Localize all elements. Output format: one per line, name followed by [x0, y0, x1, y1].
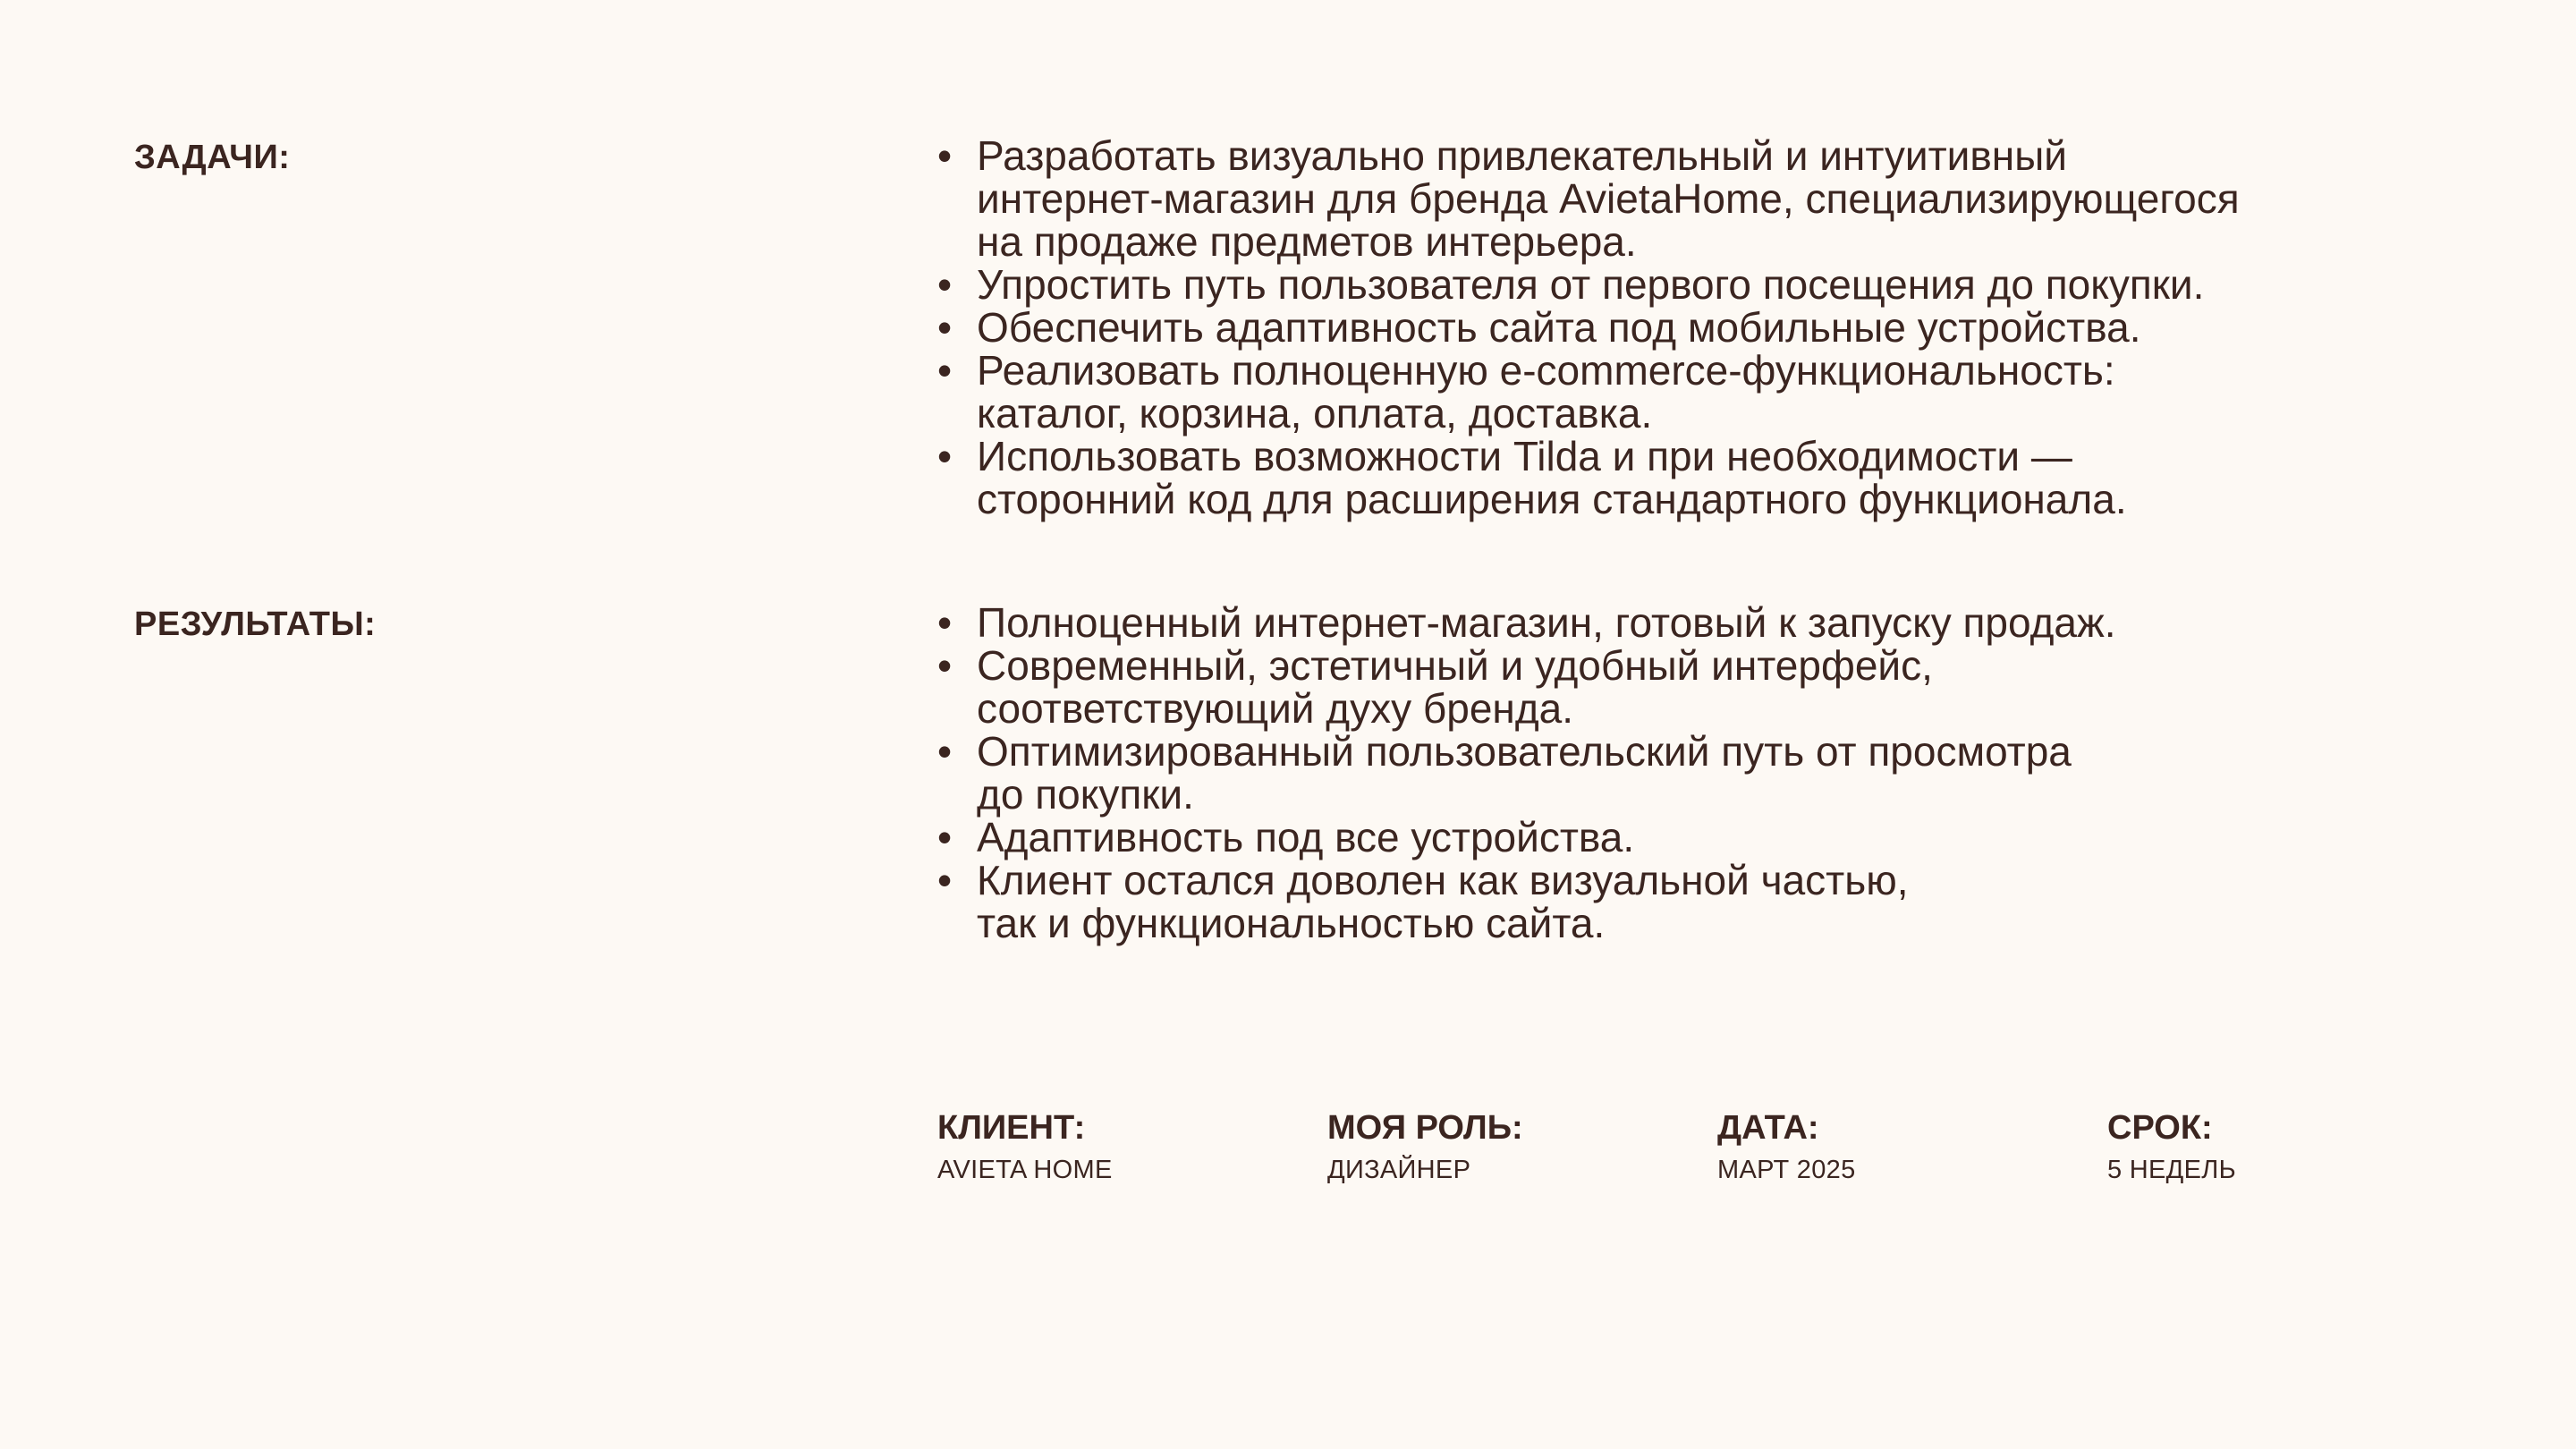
bullet-icon: •: [937, 433, 953, 479]
list-item-text: Оптимизированный пользовательский путь от просмотра: [977, 728, 2072, 775]
bullet-icon: •: [937, 304, 953, 351]
list-item: [937, 730, 2458, 816]
list-item-text: интернет-магазин для бренда AvietaHome, специализирующегося: [977, 175, 2240, 222]
list-item: [937, 263, 2458, 306]
list-item-text: до покупки.: [977, 771, 1194, 818]
date-value: МАРТ 2025: [1717, 1156, 1856, 1184]
list-item: [937, 435, 2458, 521]
list-item: [937, 859, 2458, 945]
meta-client: [937, 1107, 1113, 1186]
bullet-icon: •: [937, 132, 953, 179]
list-item: [937, 816, 2458, 859]
meta-role: [1327, 1107, 1523, 1186]
results-heading: РЕЗУЛЬТАТЫ:: [134, 606, 377, 643]
bullet-icon: •: [937, 642, 953, 689]
role-value: ДИЗАЙНЕР: [1327, 1156, 1471, 1184]
client-label: КЛИЕНТ:: [937, 1109, 1086, 1147]
meta-date: [1717, 1107, 1856, 1186]
list-item: [937, 349, 2458, 435]
list-item-text: Использовать возможности Tilda и при необходимости —: [977, 433, 2072, 479]
list-item-text: каталог, корзина, оплата, доставка.: [977, 390, 1653, 436]
list-item-text: Клиент остался доволен как визуальной частью,: [977, 857, 1909, 903]
tasks-heading: ЗАДАЧИ:: [134, 139, 291, 176]
list-item-text: соответствующий духу бренда.: [977, 685, 1574, 732]
results-list: [937, 601, 2458, 945]
list-item-text: так и функциональностью сайта.: [977, 900, 1606, 946]
list-item-text: сторонний код для расширения стандартного функционала.: [977, 476, 2127, 522]
tasks-list: [937, 134, 2458, 521]
bullet-icon: •: [937, 728, 953, 775]
list-item-text: Современный, эстетичный и удобный интерфейс,: [977, 642, 1933, 689]
list-item-text: на продаже предметов интерьера.: [977, 218, 1637, 265]
list-item: [937, 644, 2458, 730]
client-value: AVIETA HOME: [937, 1156, 1113, 1184]
list-item-text: Реализовать полноценную e-commerce-функциональность:: [977, 347, 2115, 394]
role-label: МОЯ РОЛЬ:: [1327, 1109, 1523, 1147]
bullet-icon: •: [937, 814, 953, 860]
list-item: [937, 306, 2458, 349]
bullet-icon: •: [937, 599, 953, 646]
list-item-text: Адаптивность под все устройства.: [977, 814, 1635, 860]
list-item-text: Разработать визуально привлекательный и интуитивный: [977, 132, 2067, 179]
date-label: ДАТА:: [1717, 1109, 1819, 1147]
term-label: СРОК:: [2107, 1109, 2213, 1147]
term-value: 5 НЕДЕЛЬ: [2107, 1156, 2236, 1184]
list-item-text: Обеспечить адаптивность сайта под мобильные устройства.: [977, 304, 2141, 351]
bullet-icon: •: [937, 857, 953, 903]
list-item: [937, 134, 2458, 263]
list-item-text: Упростить путь пользователя от первого посещения до покупки.: [977, 261, 2205, 308]
bullet-icon: •: [937, 347, 953, 394]
list-item-text: Полноценный интернет-магазин, готовый к запуску продаж.: [977, 599, 2116, 646]
meta-term: [2107, 1107, 2236, 1186]
list-item: [937, 601, 2458, 644]
bullet-icon: •: [937, 261, 953, 308]
